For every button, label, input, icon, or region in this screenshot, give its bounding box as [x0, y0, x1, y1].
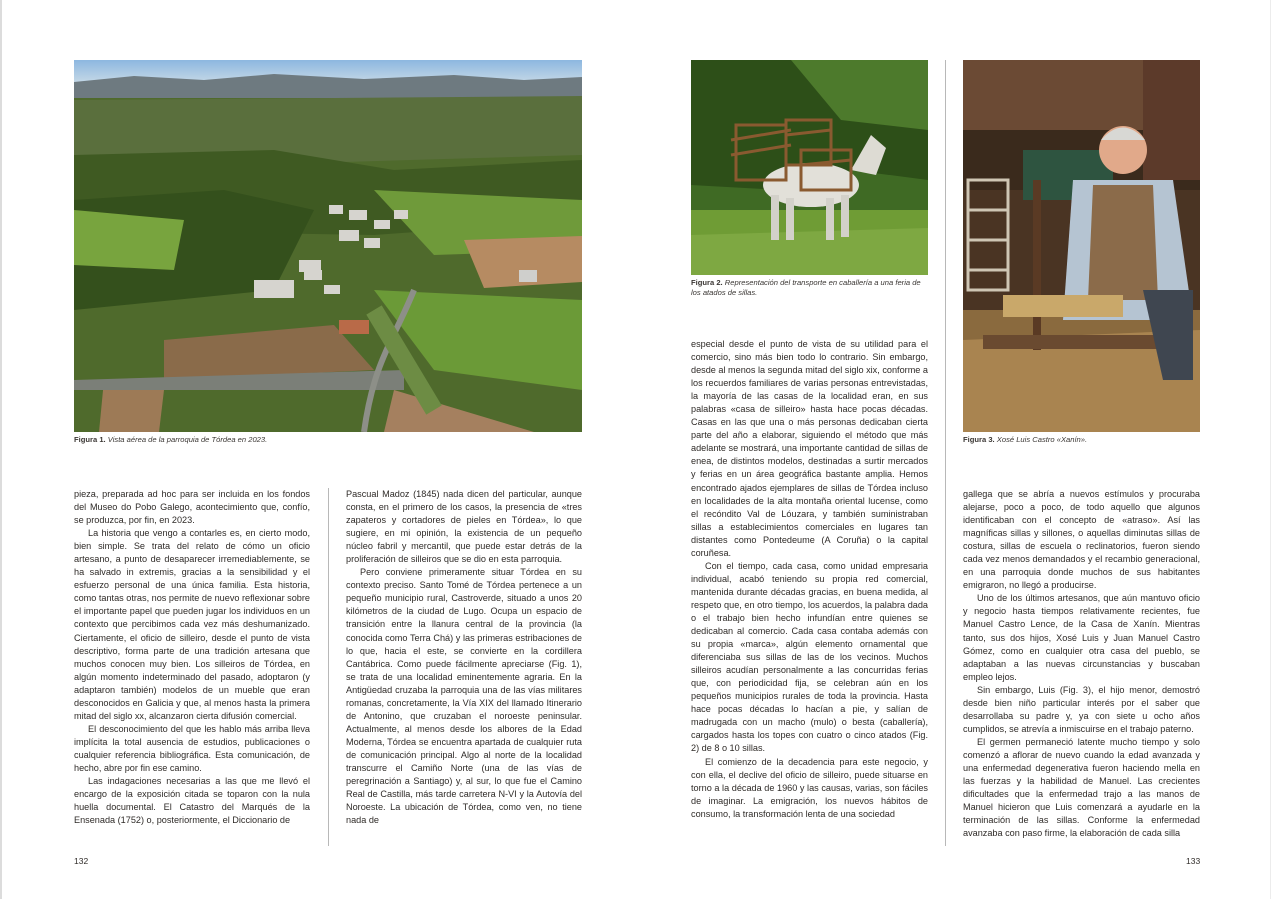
paragraph: El comienzo de la decadencia para este negocio, y con ella, el declive del oficio de silleiro, puede situarse en torno a la década de 1960 y las causas, varias, son fáciles de imaginar. La emigración, los nuevos hábitos de consumo, la transformación lenta de una sociedad: [691, 756, 928, 819]
column-divider: [328, 488, 329, 846]
paragraph: Pero conviene primeramente situar Tórdea en su contexto preciso. Santo Tomé de Tórdea pertenece a un pequeño municipio rural, Castroverde, situado a unos 20 kilómetros de la ciudad de Lugo. Ocupa un espacio de transición entre la llanura central de la provincia (la conocida como Terra Chá) y las primeras estribaciones de lo que, hacia el este, se convierte en la cordillera Cantábrica. Como puede fácilmente apreciarse (Fig. 1), se trata de una localidad eminentemente agraria. En la Antigüedad cruzaba la parroquia una de las vías militares romanas, concretamente, la Vía XIX del llamado Itinerario de Antonino, que cruzaban el noroeste peninsular. Actualmente, al menos desde los albores de la Edad Moderna, Tórdea se encuentra apartada de cualquier ruta de comunicación principal. Algo al norte de la localidad transcurre el Camiño Norte (una de las vías de peregrinación a Santiago) y, al sur, lo que fue el Camino Real de Castilla, más tarde carretera N-VI y la Autovía del Noroeste. La ubicación de Tórdea, como ven, no tiene nada de: [346, 567, 582, 826]
figure-2-caption: [691, 278, 928, 298]
text-column-2: [346, 488, 582, 848]
paragraph: El germen permaneció latente mucho tiempo y solo comenzó a aflorar de nuevo cuando la edad avanzada y una enfermedad degenerativa fueron haciendo mella en las fuerzas y la habilidad de Manuel. Las crecientes dificultades que la enfermedad trajo a las manos de Manuel hicieron que Luis comenzará a ayudarle en la terminación de las sillas. Conforme la enfermedad avanzaba con paso firme, la elaboración de cada silla: [963, 736, 1200, 839]
paragraph: Las indagaciones necesarias a las que me llevó el encargo de la exposición citada se toparon con la nula huella documental. El Catastro del Marqués de la Ensenada (1752) o, posteriormente, el Diccionario de: [74, 776, 310, 826]
text-column-1: [74, 488, 310, 848]
figure-1-caption-text: Vista aérea de la parroquia de Tórdea en 2023.: [107, 435, 268, 444]
paragraph: Uno de los últimos artesanos, que aún mantuvo oficio y negocio hasta tiempos relativamente recientes, fue Manuel Castro Lence, de la Casa de Xanín. Mientras tanto, sus dos hijos, Xosé Luis y Juan Manuel Castro Gómez, como en cualquier otra casa del pueblo, se adaptaban a las nuevas circunstancias y buscaban empleo lejos.: [963, 593, 1200, 682]
paragraph: La historia que vengo a contarles es, en cierto modo, bien simple. Se trata del relato de cómo un oficio artesano, a punto de desaparecer irremediablemente, se ha salvado in extremis, gracias a la sensibilidad y el esfuerzo personal de una única familia. Esta historia, como tantas otras, nos permite de nuevo reflexionar sobre el importante papel que pueden jugar los individuos en un contexto que percibimos cada vez más deshumanizado. Ciertamente, el oficio de silleiro, desde el punto de vista descriptivo, forma parte de una tradición artesana que muchos conocen muy bien. Los silleiros de Tórdea, en algún momento indeterminado del pasado, adoptaron (y adaptaron también) modelos de un mueble que eran desconocidos en Galicia y que, al menos hasta la primera mitad del siglo xx, alcanzaron cierta difusión comercial.: [74, 528, 310, 721]
figure-3-caption: [963, 435, 1200, 445]
paragraph: El desconocimiento del que les hablo más arriba lleva implícita la total ausencia de estudios, publicaciones o cualquier referencia bibliográfica. Esta comunicación, de hecho, abre por fin ese camino.: [74, 723, 310, 773]
text-column-4: [963, 488, 1200, 848]
figure-3-caption-text: Xosé Luis Castro «Xanín».: [996, 435, 1088, 444]
paragraph: pieza, preparada ad hoc para ser incluida en los fondos del Museo do Pobo Galego, acontecimiento que, confío, se produzca, por fin, en 2023.: [74, 489, 310, 526]
figure-3-number: Figura 3.: [963, 435, 995, 444]
paragraph: especial desde el punto de vista de su utilidad para el comercio, sino más bien todo lo contrario. Sin embargo, desde al menos la segunda mitad del siglo xix, conforme a los recuerdos familiares de varias personas entrevistadas, la mayoría de las casas de la localidad eran, en sus palabras «casa de silleiro» hasta hace pocas décadas. Casas en las que una o más personas dedicaban cierta parte del año a elaborar, siguiendo el método que más adelante se mostrará, una importante cantidad de sillas de enea, de distintos modelos, destinadas a surtir mercados y ferias en un área geográfica bastante amplia. Hemos encontrado ajados ejemplares de sillas de Tórdea incluso en localidades de la alta montaña oriental lucense, como el recóndito Val de Lóuzara, y también suministraban sillas a establecimientos comerciales en lugares tan distantes como Pontedeume (A Coruña) o la capital coruñesa.: [691, 339, 928, 558]
figure-2-horse-photo: [691, 60, 928, 275]
paragraph: Sin embargo, Luis (Fig. 3), el hijo menor, demostró desde bien niño particular interés por el saber que desarrollaba su padre y, ya con siete u ocho años cumplidos, se atrevía a inmiscuirse en el trabajo paterno.: [963, 684, 1200, 734]
paragraph: Con el tiempo, cada casa, como unidad empresaria individual, acabó teniendo su propia red comercial, mantenida durante décadas gracias, en buena medida, al respeto que, en otro tiempo, los acuerdos, la palabra dada o el trabajo bien hecho infundían entre quienes se dedicaban al comercio. Cada casa contaba además con su propia «marca», algún elemento ornamental que diferenciaba sus sillas de las de los vecinos. Muchos silleiros acudían personalmente a las concurridas ferias que, con periodicidad fija, se celebran aún en los pequeños municipios rurales de toda la provincia. Hasta hace pocas décadas lo hacían a pie, y salían de madrugada con un macho (mulo) o besta (caballería), cargados hasta los topes con cuatro o cinco atados (Fig. 2) de 8 o 10 sillas.: [691, 560, 928, 754]
figure-1-aerial-photo: [74, 60, 582, 432]
figure-3-craftsman-photo: [963, 60, 1200, 432]
page-number-right: 133: [1186, 856, 1201, 866]
figure-1-number: Figura 1.: [74, 435, 106, 444]
column-divider: [945, 60, 946, 846]
paragraph: gallega que se abría a nuevos estímulos y procuraba alejarse, poco a poco, de todo aquello que algunos identificaban con el concepto de «atraso». Así las magníficas sillas y sillones, o aquellas diminutas sillas de costura, sillas de escuela o reclinatorios, fueron siendo cada vez menos demandados y el recambio generacional, en una parroquia donde muchos de sus habitantes emigraron, no llegó a producirse.: [963, 489, 1200, 591]
figure-2-number: Figura 2.: [691, 278, 723, 287]
book-spine-edge: [0, 0, 2, 899]
figure-1-caption: [74, 435, 582, 445]
paragraph: Pascual Madoz (1845) nada dicen del particular, aunque consta, en el primero de los casos, la presencia de «tres zapateros y cortadores de pieles en Tórdea», lo que sugiere, en mi opinión, la existencia de un pequeño núcleo fabril y mercantil, que puede estar detrás de la proliferación de silleiros que se dio en esta parroquia.: [346, 489, 582, 565]
page-number-left: 132: [74, 856, 89, 866]
figure-2-caption-text: Representación del transporte en caballería a una feria de los atados de sillas.: [691, 278, 921, 297]
text-column-3: [691, 338, 928, 848]
